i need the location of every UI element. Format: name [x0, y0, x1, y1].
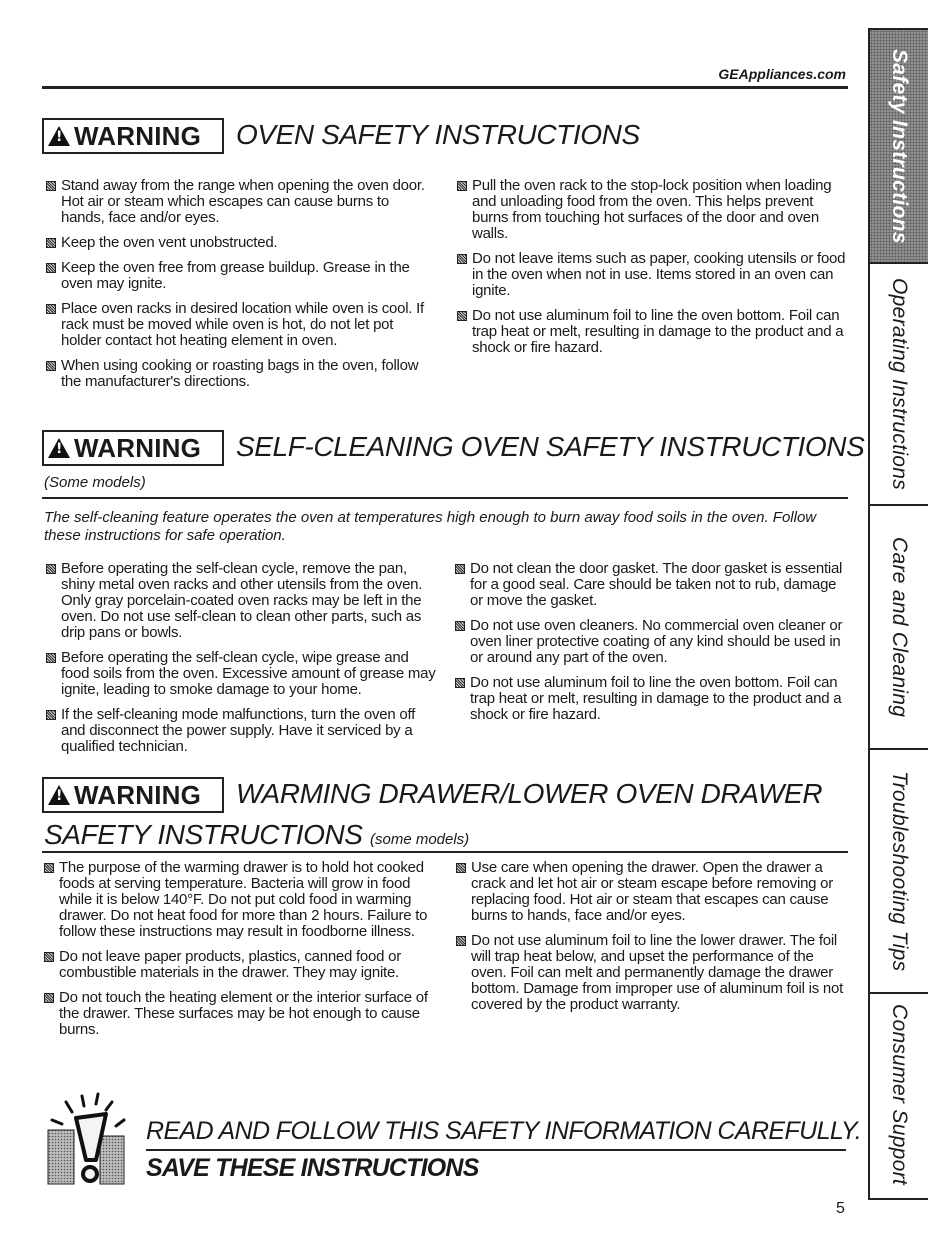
list-item [44, 358, 436, 390]
list-item [44, 707, 436, 755]
section-title: WARMING DRAWER/LOWER OVEN DRAWER [236, 778, 823, 809]
list-item [454, 860, 846, 924]
bullet-icon [455, 678, 465, 688]
warning-box [42, 777, 224, 813]
item-text: Do not leave items such as paper, cooking utensils or food in the oven when not in use. Items stored in an oven can ignite. [472, 250, 846, 299]
warning-triangle-icon [48, 126, 70, 146]
section-tabs [868, 28, 928, 1200]
list-item [44, 301, 436, 349]
bullet-icon [457, 181, 467, 191]
bullet-icon [46, 304, 56, 314]
warning-triangle-icon [48, 438, 70, 458]
bullet-icon [456, 936, 466, 946]
bullet-icon [455, 621, 465, 631]
list-item [455, 178, 847, 242]
item-text: The purpose of the warming drawer is to hold hot cooked foods at serving temperature. Bacteria will grow in food while it is below 140°F. Do not put cold food in warming drawer. Do not heat food for more than 2 hours. Failure to follow these instructions may result in foodborne illness. [59, 859, 428, 940]
oven-left-column [44, 178, 436, 399]
models-note: (some models) [369, 831, 470, 848]
save-instructions-text: SAVE THESE INSTRUCTIONS [146, 1154, 479, 1182]
item-text: Use care when opening the drawer. Open the drawer a crack and let hot air or steam escape before removing or replacing food. Hot air or steam that escapes can cause burns to hands, face and/or eyes. [471, 859, 834, 924]
list-item [453, 618, 845, 666]
caution-sign-icon [36, 1090, 136, 1190]
warning-box [42, 118, 224, 154]
tab-label: Operating Instructions [888, 277, 911, 491]
list-item [453, 561, 845, 609]
read-and-follow-text: READ AND FOLLOW THIS SAFETY INFORMATION CAREFULLY. [146, 1117, 862, 1145]
item-text: Do not clean the door gasket. The door gasket is essential for a good seal. Care should be taken not to rub, damage or move the gasket. [470, 560, 843, 609]
list-item [455, 251, 847, 299]
list-item [42, 949, 434, 981]
self-clean-left-column [44, 561, 436, 764]
tab-troubleshooting-tips[interactable] [870, 750, 928, 994]
warning-label: WARNING [74, 120, 202, 151]
tab-consumer-support[interactable] [870, 994, 928, 1196]
header-rule [42, 86, 848, 89]
tab-safety-instructions[interactable] [870, 30, 928, 264]
item-text: Do not touch the heating element or the interior surface of the drawer. These surfaces may be hot enough to cause burns. [59, 989, 428, 1038]
section-title: SELF-CLEANING OVEN SAFETY INSTRUCTIONS [236, 431, 865, 462]
list-item [42, 860, 434, 940]
tab-operating-instructions[interactable] [870, 264, 928, 506]
item-text: Do not use aluminum foil to line the oven bottom. Foil can trap heat or melt, resulting in damage to the product and a shock or fire hazard. [472, 307, 844, 356]
item-text: Do not use aluminum foil to line the oven bottom. Foil can trap heat or melt, resulting in damage to the product and a shock or fire hazard. [470, 674, 842, 723]
bullet-icon [44, 863, 54, 873]
item-text: Place oven racks in desired location while oven is cool. If rack must be moved while oven is hot, do not let pot holder contact hot heating element in oven. [61, 300, 424, 349]
list-item [44, 561, 436, 641]
tab-label: Safety Instructions [888, 48, 911, 244]
item-text: If the self-cleaning mode malfunctions, turn the oven off and disconnect the power supply. Have it serviced by a qualified technician. [61, 706, 416, 755]
bullet-icon [46, 238, 56, 248]
tab-label: Troubleshooting Tips [888, 770, 911, 972]
list-item [44, 650, 436, 698]
item-text: When using cooking or roasting bags in the oven, follow the manufacturer's directions. [61, 357, 419, 390]
footer-rule [146, 1149, 846, 1151]
self-clean-right-column [453, 561, 845, 732]
item-text: Stand away from the range when opening the oven door. Hot air or steam which escapes can cause burns to hands, face and/or eyes. [61, 177, 425, 226]
warning-label: WARNING [74, 432, 202, 463]
drawer-left-column [42, 860, 434, 1047]
item-text: Before operating the self-clean cycle, remove the pan, shiny metal oven racks and other utensils from the oven. Only gray porcelain-coated oven racks may be left in the oven. Do not use self-clean to clean other parts, such as drip pans or bowls. [61, 560, 423, 641]
bullet-icon [46, 361, 56, 371]
tab-label: Care and Cleaning [888, 536, 911, 718]
warning-box [42, 430, 224, 466]
bullet-icon [44, 952, 54, 962]
bullet-icon [455, 564, 465, 574]
list-item [455, 308, 847, 356]
item-text: Pull the oven rack to the stop-lock position when loading and unloading food from the oven. This helps prevent burns from touching hot surfaces of the door and oven walls. [472, 177, 832, 242]
section-title-continued [44, 819, 469, 851]
list-item [453, 675, 845, 723]
item-text: Keep the oven vent unobstructed. [61, 234, 278, 251]
models-note: (Some models) [44, 474, 146, 491]
section-title: OVEN SAFETY INSTRUCTIONS [236, 119, 640, 150]
item-text: Before operating the self-clean cycle, wipe grease and food soils from the oven. Excessive amount of grease may ignite, leading to smoke damage to your home. [61, 649, 436, 698]
bullet-icon [456, 863, 466, 873]
oven-right-column [455, 178, 847, 365]
tab-label: Consumer Support [888, 1004, 911, 1186]
list-item [42, 990, 434, 1038]
list-item [44, 260, 436, 292]
list-item [44, 235, 436, 251]
bullet-icon [46, 710, 56, 720]
item-text: Do not use oven cleaners. No commercial oven cleaner or oven liner protective coating of any kind should be used in or around any part of the oven. [470, 617, 843, 666]
bullet-icon [46, 653, 56, 663]
list-item [44, 178, 436, 226]
item-text: Do not leave paper products, plastics, canned food or combustible materials in the drawer. They may ignite. [59, 948, 401, 981]
item-text: Do not use aluminum foil to line the lower drawer. The foil will trap heat below, and upset the performance of the oven. Foil can melt and permanently damage the drawer bottom. Damage from improper use of aluminum foil is not covered by the product warranty. [471, 932, 843, 1013]
site-url: GEAppliances.com [718, 66, 846, 82]
drawer-right-column [454, 860, 846, 1022]
section-rule [42, 497, 848, 499]
bullet-icon [46, 181, 56, 191]
bullet-icon [46, 564, 56, 574]
section-title-line2: SAFETY INSTRUCTIONS [44, 819, 363, 850]
warning-triangle-icon [48, 785, 70, 805]
self-clean-intro: The self-cleaning feature operates the oven at temperatures high enough to burn away food soils in the oven. Follow these instructions for safe operation. [44, 509, 817, 544]
section-rule [42, 851, 848, 853]
page-number: 5 [836, 1200, 845, 1217]
list-item [454, 933, 846, 1013]
bullet-icon [457, 254, 467, 264]
tab-care-and-cleaning[interactable] [870, 506, 928, 750]
bullet-icon [46, 263, 56, 273]
warning-label: WARNING [74, 779, 202, 810]
bullet-icon [457, 311, 467, 321]
item-text: Keep the oven free from grease buildup. Grease in the oven may ignite. [61, 259, 410, 292]
bullet-icon [44, 993, 54, 1003]
